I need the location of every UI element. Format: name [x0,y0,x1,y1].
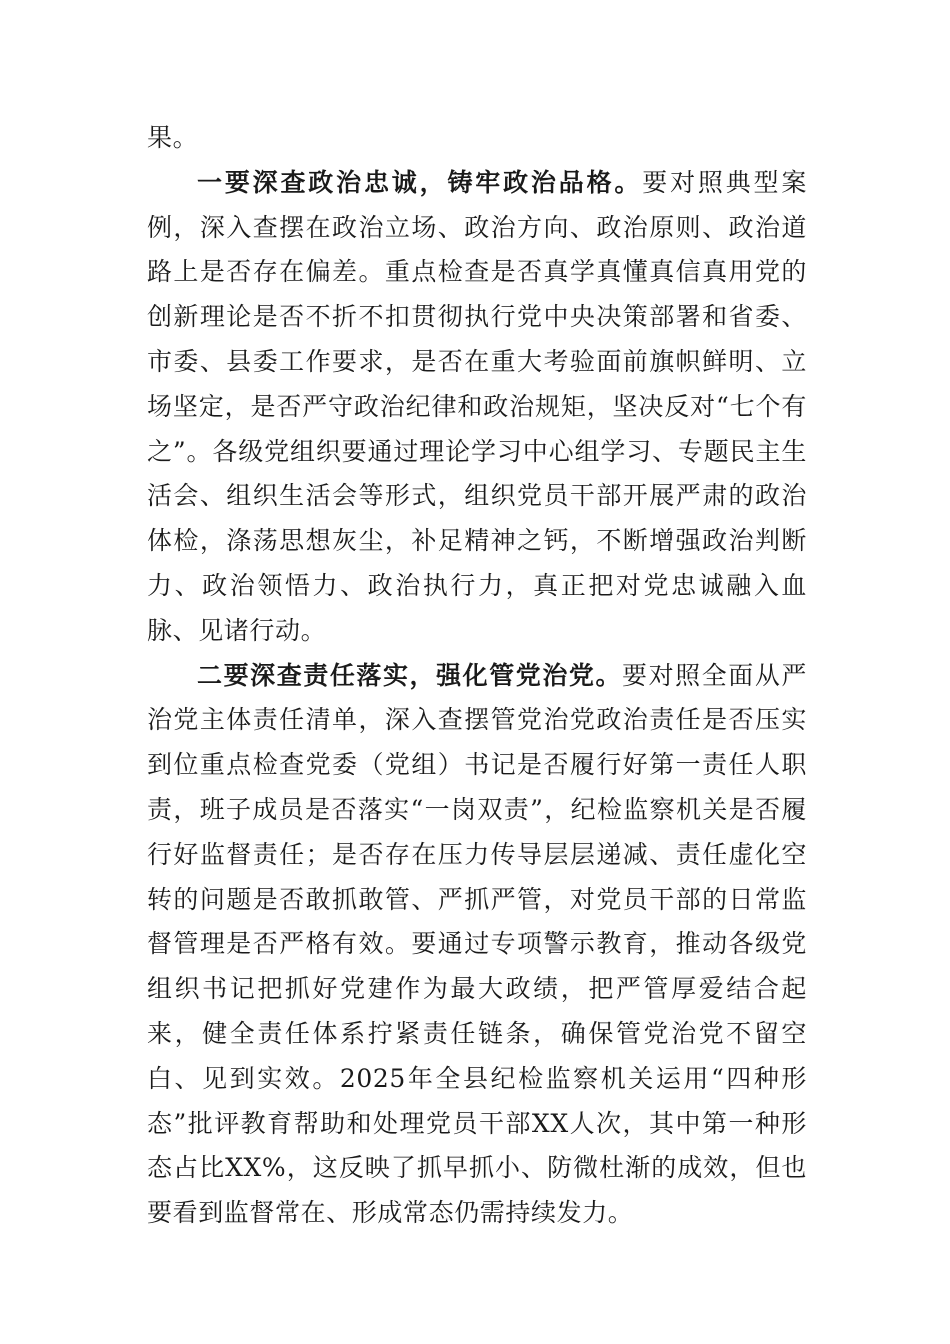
paragraph-body: 要对照全面从严治党主体责任清单，深入查摆管党治党政治责任是否压实到位重点检查党委（党组）书记是否履行好第一责任人职责，班子成员是否落实“一岗双责”，纪检监察机关是否履行好监督责任；是否存在压力传导层层递减、责任虚化空转的问题是否敢抓敢管、严抓严管，对党员干部的日常监督管理是否严格有效。要通过专项警示教育，推动各级党组织书记把抓好党建作为最大政绩，把严管厚爱结合起来，健全责任体系拧紧责任链条，确保管党治党不留空白、见到实效。2025年全县纪检监察机关运用“四种形态”批评教育帮助和处理党员干部XX人次，其中第一种形态占比XX%，这反映了抓早抓小、防微杜渐的成效，但也要看到监督常在、形成常态仍需持续发力。 [147,660,807,1228]
paragraph-heading: 一要深查政治忠诚，铸牢政治品格。 [197,167,643,197]
paragraph-body: 果。 [147,123,199,152]
paragraph-responsibility [147,654,807,1236]
paragraph-political-loyalty [147,161,807,654]
paragraph-body: 要对照典型案例，深入查摆在政治立场、政治方向、政治原则、政治道路上是否存在偏差。重点检查是否真学真懂真信真用党的创新理论是否不折不扣贯彻执行党中央决策部署和省委、市委、县委工作要求，是否在重大考验面前旗帜鲜明、立场坚定，是否严守政治纪律和政治规矩，坚决反对“七个有之”。各级党组织要通过理论学习中心组学习、专题民主生活会、组织生活会等形式，组织党员干部开展严肃的政治体检，涤荡思想灰尘，补足精神之钙，不断增强政治判断力、政治领悟力、政治执行力，真正把对党忠诚融入血脉、见诸行动。 [147,167,807,645]
paragraph-continuation [147,116,807,161]
body-text [147,116,807,1236]
paragraph-heading: 二要深查责任落实，强化管党治党。 [197,660,623,690]
